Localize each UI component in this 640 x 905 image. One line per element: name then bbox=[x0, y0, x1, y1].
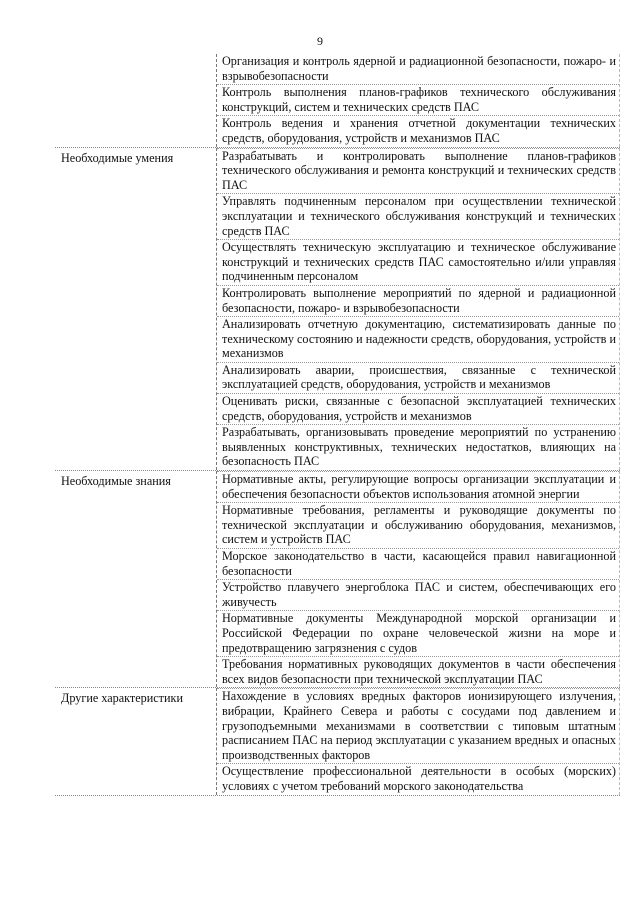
requirement-item: Контроль ведения и хранения отчетной документации технических средств, оборудования, устройств и механизмов ПАС bbox=[217, 115, 619, 146]
requirement-item: Требования нормативных руководящих документов в части обеспечения всех видов безопасности при технической эксплуатации ПАС bbox=[217, 656, 619, 687]
section-label: Необходимые умения bbox=[61, 150, 174, 165]
requirement-item: Морское законодательство в части, касающейся правил навигационной безопасности bbox=[217, 548, 619, 579]
requirement-item: Анализировать аварии, происшествия, связанные с технической эксплуатацией средств, оборудования, устройств и механизмов bbox=[217, 362, 619, 393]
section-label bbox=[55, 54, 216, 147]
section-label: Другие характеристики bbox=[61, 691, 183, 706]
requirement-item: Оценивать риски, связанные с безопасной эксплуатацией технических средств, оборудования, устройств и механизмов bbox=[217, 393, 619, 424]
requirement-item: Нормативные документы Международной морской организации и Российской Федерации по охране человеческой жизни на море и предотвращению загрязнения с судов bbox=[217, 610, 619, 656]
requirement-item: Осуществление профессиональной деятельности в особых (морских) условиях с учетом требований морского законодательства bbox=[217, 763, 619, 794]
table-section bbox=[55, 688, 620, 795]
requirement-item: Нахождение в условиях вредных факторов ионизирующего излучения, вибрации, Крайнего Севера и работы с сосудами под давлением и грузоподъемными механизмами в соответствии с типовым штатным расписанием ПАС на период эксплуатации с указанием вредных и опасных производственных факторов bbox=[217, 688, 619, 763]
requirement-item: Устройство плавучего энергоблока ПАС и систем, обеспечивающих его живучесть bbox=[217, 579, 619, 610]
requirement-item: Анализировать отчетную документацию, систематизировать данные по техническому состоянию и надежности средств, оборудования, устройств и механизмов bbox=[217, 316, 619, 362]
requirement-item: Разрабатывать и контролировать выполнение планов-графиков технического обслуживания и ремонта конструкций и технических средств ПАС bbox=[217, 148, 619, 194]
requirement-item: Осуществлять техническую эксплуатацию и техническое обслуживание конструкций и технических средств ПАС самостоятельно и/или управляя подчиненным персоналом bbox=[217, 239, 619, 285]
section-label: Необходимые знания bbox=[61, 474, 171, 489]
page-number: 9 bbox=[317, 34, 323, 48]
requirement-item: Управлять подчиненным персоналом при осуществлении технической эксплуатации и технического обслуживания конструкций и технических средств ПАС bbox=[217, 193, 619, 239]
section-items bbox=[216, 688, 620, 794]
requirement-item: Контроль выполнения планов-графиков технического обслуживания конструкций, систем и технических средств ПАС bbox=[217, 84, 619, 115]
requirement-item: Разрабатывать, организовывать проведение мероприятий по устранению выявленных конструктивных, технических недостатков, влияющих на безопасность ПАС bbox=[217, 424, 619, 470]
requirement-item: Организация и контроль ядерной и радиационной безопасности, пожаро- и взрывобезопасности bbox=[222, 54, 616, 83]
table-section bbox=[55, 471, 620, 688]
requirement-item: Нормативные акты, регулирующие вопросы организации эксплуатации и обеспечения безопасности объектов использования атомной энергии bbox=[217, 471, 619, 502]
table-section bbox=[55, 148, 620, 471]
requirement-item: Контролировать выполнение мероприятий по ядерной и радиационной безопасности, пожаро- и взрывобезопасности bbox=[217, 285, 619, 316]
table-section bbox=[55, 54, 620, 148]
requirement-item: Нормативные требования, регламенты и руководящие документы по технической эксплуатации и обслуживанию оборудования, механизмов, систем и устройств ПАС bbox=[217, 502, 619, 548]
requirements-table bbox=[55, 54, 620, 796]
section-items bbox=[216, 148, 620, 470]
section-items bbox=[216, 54, 620, 147]
section-items bbox=[216, 471, 620, 687]
